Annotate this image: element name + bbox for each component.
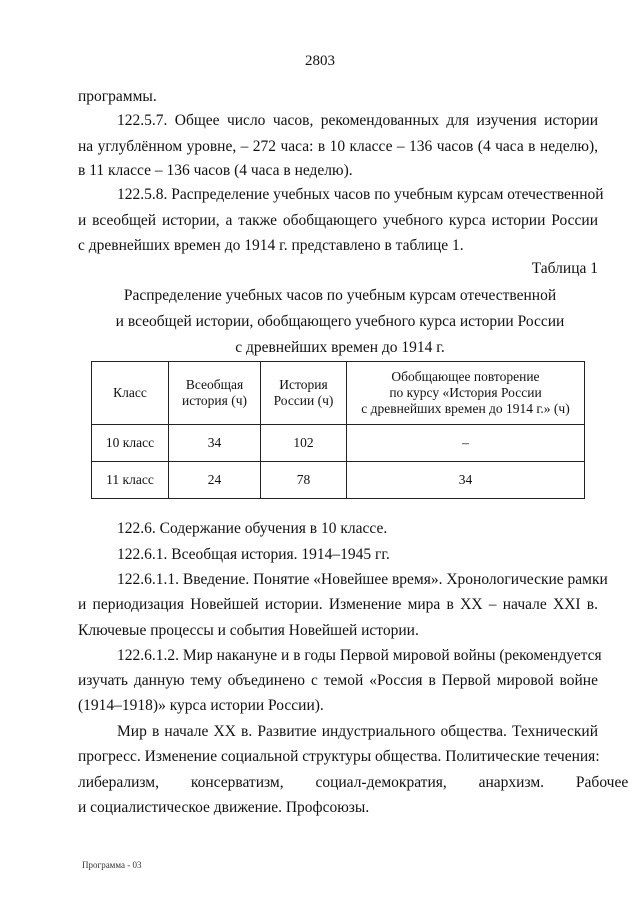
text-line: 122.5.8. Распределение учебных часов по учебным курсам отечественной — [117, 186, 604, 203]
text-line: и социалистическое движение. Профсоюзы. — [78, 799, 370, 816]
text-line: 122.5.7. Общее число часов, рекомендованных для изучения истории — [117, 112, 598, 129]
table-caption: с древнейших времен до 1914 г. — [235, 339, 445, 356]
hours-table — [91, 361, 585, 499]
table-label: Таблица 1 — [531, 260, 598, 277]
text-line: и периодизация Новейшей истории. Изменение мира в XX – начале XXI в. — [78, 596, 598, 613]
cell-world: 34 — [169, 425, 261, 462]
text-line: 122.6. Содержание обучения в 10 классе. — [117, 520, 388, 537]
header-class: Класс — [92, 362, 169, 425]
cell-class: 11 класс — [92, 462, 169, 499]
cell-russia: 102 — [261, 425, 347, 462]
header-text: История — [279, 377, 328, 392]
text-line: прогресс. Изменение социальной структуры общества. Политические течения: — [78, 748, 600, 765]
header-text: России (ч) — [273, 393, 334, 408]
text-line: на углублённом уровне, – 272 часа: в 10 классе – 136 часов (4 часа в неделю), — [78, 138, 598, 155]
text-line: Мир в начале XX в. Развитие индустриального общества. Технический — [117, 723, 598, 740]
header-text: история (ч) — [181, 393, 248, 408]
table-row — [92, 425, 585, 462]
text-line: либерализм, консерватизм, социал-демократия, анархизм. Рабочее — [78, 774, 629, 791]
header-text: Всеобщая — [185, 377, 244, 392]
cell-class: 10 класс — [92, 425, 169, 462]
text-line: (1914–1918)» курса истории России). — [78, 697, 324, 714]
text-line: и всеобщей истории, а также обобщающего учебного курса истории России — [78, 212, 598, 229]
cell-world: 24 — [169, 462, 261, 499]
table-caption: и всеобщей истории, обобщающего учебного курса истории России — [115, 313, 565, 330]
cell-summary: 34 — [347, 462, 585, 499]
footer-note: Программа - 03 — [82, 860, 142, 870]
header-summary-review — [347, 362, 585, 425]
text-line: 122.6.1.1. Введение. Понятие «Новейшее время». Хронологические рамки — [117, 571, 608, 588]
header-text: Обобщающее повторение — [391, 369, 540, 384]
text-line: изучать данную тему объединено с темой «Россия в Первой мировой войне — [78, 672, 598, 689]
header-text: по курсу «История России — [389, 385, 542, 400]
text-line: программы. — [78, 88, 157, 105]
table-row — [92, 462, 585, 499]
header-russian-history — [261, 362, 347, 425]
header-text: с древнейших времен до 1914 г.» (ч) — [361, 401, 570, 416]
text-line: Ключевые процессы и события Новейшей истории. — [78, 622, 419, 639]
text-line: 122.6.1.2. Мир накануне и в годы Первой мировой войны (рекомендуется — [117, 647, 602, 664]
table-header-row — [92, 362, 585, 425]
table-caption: Распределение учебных часов по учебным курсам отечественной — [123, 287, 557, 304]
header-world-history — [169, 362, 261, 425]
cell-summary: – — [347, 425, 585, 462]
text-line: с древнейших времен до 1914 г. представлено в таблице 1. — [78, 237, 464, 254]
cell-russia: 78 — [261, 462, 347, 499]
text-line: в 11 классе – 136 часов (4 часа в неделю). — [78, 162, 353, 179]
page-number: 2803 — [305, 53, 335, 69]
text-line: 122.6.1. Всеобщая история. 1914–1945 гг. — [117, 546, 390, 563]
